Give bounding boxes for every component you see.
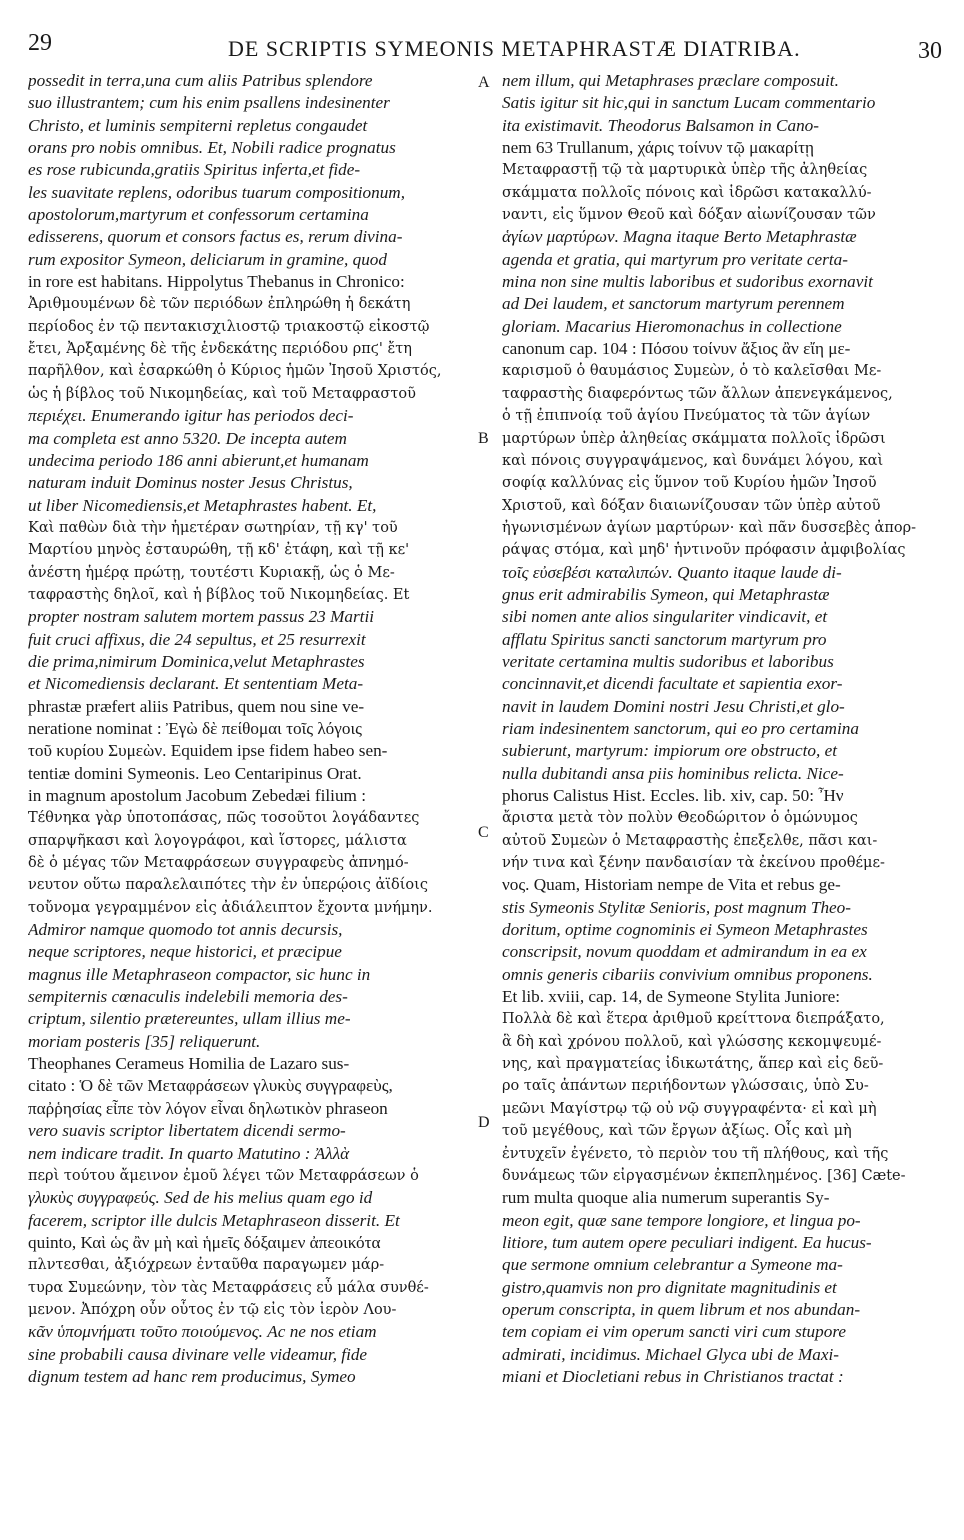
text-line: naturam induit Dominus noster Jesus Christus, <box>28 473 353 493</box>
text-line: περιέχει. Enumerando igitur has periodos deci- <box>28 406 354 426</box>
text-line: περίοδος ἐν τῷ πεντακισχιλιοστῷ τριακοστῷ εἰκοστῷ <box>28 318 430 335</box>
text-line: litiore, tum autem opere peculiari indigent. Ea hucus- <box>502 1232 872 1252</box>
text-line: dignum testem ad hanc rem producimus, Symeo <box>28 1366 356 1386</box>
text-line: rum multa quoque alia numerum superantis Sy- <box>502 1188 830 1208</box>
text-line: concinnavit,et dicendi facultate et sapientia exor- <box>502 674 843 694</box>
text-line: σκάμματα πολλοῖς πόνοις καὶ ἱδρῶσι κατακαλλύ- <box>502 184 872 201</box>
text-line: νης, καὶ πραγματείας ἰδικωτάτης, ἅπερ καὶ εἰς δεῦ- <box>502 1056 884 1073</box>
text-line: Πολλὰ δὲ καὶ ἕτερα ἀριθμοῦ κρείττονα διεπράξατο, <box>502 1011 885 1028</box>
text-line: Et lib. xviii, cap. 14, de Symeone Stylita Juniore: <box>502 987 840 1007</box>
text-line: gloriam. Macarius Hieromonachus in collectione <box>502 316 842 336</box>
text-line: tentiæ domini Symeonis. Leo Centaripinus Orat. <box>28 763 362 783</box>
text-line: Τέθνηκα γὰρ ὑποτοπάσας, πῶς τοσοῦτοι λογάδαντες <box>28 810 420 827</box>
text-line: τοὔνομα γεγραμμένον εἰς ἀδιάλειπτον ἔχοντα μνήμην. <box>28 899 433 916</box>
text-line: κᾶν ὑπομνήματι τοῦτο ποιούμενος. Ac ne nos etiam <box>28 1322 377 1342</box>
text-line: τυρα Συμεώνην, τὸν τὰς Μεταφράσεις εὖ μάλα συνθέ- <box>28 1279 429 1296</box>
text-line: mina non sine multis laboribus et sudoribus exornavit <box>502 272 873 292</box>
text-line: ἃ δὴ καὶ χρόνου πολλοῦ, καὶ γλώσσης κεκομψευμέ- <box>502 1033 882 1050</box>
text-line: ut liber Nicomediensis,et Metaphrastes habent. Et, <box>28 495 377 515</box>
text-line: nem indicare tradit. In quarto Matutino : Ἀλλὰ <box>28 1143 350 1163</box>
text-line: doritum, optime cognominis ei Symeon Metaphrastes <box>502 920 868 940</box>
text-line: πλντεσθαι, ἀξιόχρεων ἐνταῦθα παραγωμεν μάρ- <box>28 1257 385 1274</box>
right-column <box>502 70 937 1388</box>
text-line: apostolorum,martyrum et confessorum certamina <box>28 205 369 225</box>
margin-letter-d: D <box>478 1114 490 1131</box>
text-line: μενον. Ἀπόχρη οὖν οὗτος ἐν τῷ εἰς τὸν ἱερὸν Λου- <box>28 1301 397 1318</box>
text-line: Καὶ παθὼν διὰ τὴν ἡμετέραν σωτηρίαν, τῇ κγ' τοῦ <box>28 519 398 536</box>
text-line: ὁ τῇ ἐπιπνοίᾳ τοῦ ἁγίου Πνεύματος τὰ τῶν ἁγίων <box>502 408 871 425</box>
text-line: vero suavis scriptor libertatem dicendi sermo- <box>28 1121 346 1141</box>
text-line: que sermone omnium celebrantur a Symeone ma- <box>502 1255 843 1275</box>
text-line: moriam posteris [35] reliquerunt. <box>28 1031 261 1051</box>
text-line: ταφραστὴς διαφερόντως τῶν ἄλλων ἀπενεγκάμενος, <box>502 385 893 402</box>
text-line: orans pro nobis omnibus. Et, Nobili radice prognatus <box>28 138 396 158</box>
text-line: fuit cruci affixus, die 24 sepultus, et 25 resurrexit <box>28 629 366 649</box>
text-line: et Nicomediensis declarant. Et sententiam Meta- <box>28 674 364 694</box>
text-line: Μαρτίου μηνὸς ἐσταυρώθη, τῇ κδ' ἐτάφη, καὶ τῇ κε' <box>28 542 410 559</box>
text-line: gistro,quamvis non pro dignitate magnitudinis et <box>502 1277 837 1297</box>
text-line: σπαρψῆκασι καὶ λογογράφοι, καὶ ἵστορες, μάλιστα <box>28 832 407 849</box>
text-line: μεῶνι Μαγίστρῳ τῷ οὐ νῷ συγγραφέντα· εἰ καὶ μὴ <box>502 1100 877 1117</box>
text-line: sibi nomen ante alios singulariter vindicavit, et <box>502 607 828 627</box>
text-line: νευτον οὕτω παραλελαιπότες τὴν ἐν ὑπερῴοις ἀϊδίοις <box>28 877 428 894</box>
text-line: les suavitate replens, odoribus tuarum compositionum, <box>28 182 405 202</box>
left-column <box>28 70 463 1388</box>
text-line: Admiror namque quomodo tot annis decursis, <box>28 920 343 940</box>
text-line: ὡς ἡ βίβλος τοῦ Νικομηδείας, καὶ τοῦ Μεταφραστοῦ <box>28 385 416 402</box>
text-line: τοῦ κυρίου Συμεὼν. Equidem ipse fidem habeo sen- <box>28 741 388 761</box>
page-header <box>28 30 942 64</box>
text-line: suo illustrantem; cum his enim psallens indesinenter <box>28 93 390 113</box>
text-line: αὐτοῦ Συμεὼν ὁ Μεταφραστὴς ἐπεξελθε, πᾶσι και- <box>502 832 878 849</box>
text-line: meon egit, quæ sane tempore longiore, et lingua po- <box>502 1210 861 1230</box>
text-line: ναντι, εἰς ὕμνον Θεοῦ καὶ δόξαν αἰωνίζουσαν τῶν <box>502 207 876 224</box>
text-line: καρισμοῦ ὁ θαυμάσιος Συμεὼν, ὁ τὸ καλεῖσθαι Με- <box>502 363 882 380</box>
text-line: παρῆλθον, καὶ ἐσαρκώθη ὁ Κύριος ἡμῶν Ἰησοῦ Χριστός, <box>28 363 442 380</box>
text-line: μαρτύρων ὑπὲρ ἀληθείας σκάμματα πολλοῖς ἱδρῶσι <box>502 430 886 447</box>
text-line: neque scriptores, neque historici, et præcipue <box>28 942 342 962</box>
text-line: Μεταφραστῇ τῷ τὰ μαρτυρικὰ ὑπὲρ τῆς ἀληθείας <box>502 162 868 179</box>
text-line: operum conscripta, in quem librum et nos abundan- <box>502 1299 861 1319</box>
text-line: die prima,nimirum Dominica,velut Metaphrastes <box>28 651 365 671</box>
text-line: riam indesinentem sanctorum, qui eo pro certamina <box>502 718 859 738</box>
text-line: Christo, et luminis sempiterni repletus congaudet <box>28 115 368 135</box>
text-line: gnus erit admirabilis Symeon, qui Metaphrastæ <box>502 584 830 604</box>
text-line: Satis igitur sit hic,qui in sanctum Lucam commentario <box>502 93 876 113</box>
text-line: afflatu Spiritus sancti sanctorum martyrum pro <box>502 629 827 649</box>
text-line: rum expositor Symeon, deliciarum in gramine, quod <box>28 249 387 269</box>
page-number-left: 29 <box>28 30 52 56</box>
text-line: ρο ταῖς ἁπάντων περιήδοντων γλώσσαις, ὑπὸ Συ- <box>502 1078 869 1095</box>
text-line: propter nostram salutem mortem passus 23 Martii <box>28 607 374 627</box>
text-line: ράψας στόμα, καὶ μηδ' ἡντινοῦν πρόφασιν ἀμφιβολίας <box>502 542 906 559</box>
text-line: nem 63 Trullanum, χάρις τοίνυν τῷ μακαρίτῃ <box>502 138 814 158</box>
text-line: δὲ ὁ μέγας τῶν Μεταφράσεων συγγραφεὺς ἀπνημό- <box>28 855 409 872</box>
text-line: possedit in terra,una cum aliis Patribus splendore <box>28 71 373 90</box>
text-line: ἔτει, Ἀρξαμένης δὲ τῆς ἑνδεκάτης περιόδου ρπϛ' ἔτη <box>28 341 412 358</box>
text-line: ita existimavit. Theodorus Balsamon in Cano- <box>502 115 820 135</box>
margin-letter-c: C <box>478 824 489 841</box>
text-line: magnus ille Metaphraseon compactor, sic hunc in <box>28 964 371 984</box>
text-line: ma completa est anno 5320. De incepta autem <box>28 428 347 448</box>
text-line: νος. Quam, Historiam nempe de Vita et rebus ge- <box>502 875 841 895</box>
text-line: νήν τινα καὶ ξένην πανδαισίαν τὰ ἐκείνου προθέμε- <box>502 855 885 872</box>
text-line: παῤῥησίας εἶπε τὸν λόγον εἶναι δηλωτικὸν phraseon <box>28 1098 388 1118</box>
text-line: edisserens, quorum et consors factus es, rerum divina- <box>28 227 403 247</box>
text-line: agenda et gratia, qui martyrum pro veritate certa- <box>502 249 848 269</box>
text-line: Ἀριθμουμένων δὲ τῶν περιόδων ἐπληρώθη ἡ δεκάτη <box>28 296 411 313</box>
margin-letter-b: B <box>478 430 489 447</box>
text-line: in magnum apostolum Jacobum Zebedæi filium : <box>28 786 366 805</box>
text-line: criptum, silentio prætereuntes, ullam illius me- <box>28 1009 351 1029</box>
text-line: citato : Ὁ δὲ τῶν Μεταφράσεων γλυκὺς συγγραφεὺς, <box>28 1076 393 1096</box>
text-line: admirati, incidimus. Michael Glyca ubi de Maxi- <box>502 1344 839 1364</box>
text-line: es rose rubicunda,gratiis Spiritus inferta,et fide- <box>28 160 361 180</box>
text-line: sine probabili causa divinare velle videamur, fide <box>28 1344 368 1364</box>
text-line: tem copiam ei vim operum sancti viri cum stupore <box>502 1322 847 1342</box>
text-line: nulla dubitandi ansa piis hominibus relicta. Nice- <box>502 763 844 783</box>
text-line: δυνάμεως τῶν εἰργασμένων ἐκπεπλημένος. [36] Cæte- <box>502 1167 906 1184</box>
text-line: omnis generis cibariis convivium omnibus proponens. <box>502 964 873 984</box>
text-line: περὶ τούτου ἄμεινον ἐμοῦ λέγει τῶν Μεταφράσεων ὁ <box>28 1167 419 1184</box>
text-line: Theophanes Cerameus Homilia de Lazaro sus- <box>28 1054 350 1074</box>
text-line: veritate certamina multis sudoribus et laboribus <box>502 651 834 671</box>
text-line: phrastæ præfert aliis Patribus, quem nou sine ve- <box>28 696 365 716</box>
running-title: DE SCRIPTIS SYMEONIS METAPHRASTÆ DIATRIBA. <box>228 36 801 61</box>
text-line: γλυκὺς συγγραφεύς. Sed de his melius quam ego id <box>28 1188 373 1208</box>
text-line: τοῖς εὐσεβέσι καταλιπών. Quanto itaque laude di- <box>502 562 842 582</box>
text-line: σοφίᾳ καλλύνας εἰς ὕμνον τοῦ Κυρίου ἡμῶν Ἰησοῦ <box>502 475 877 492</box>
text-line: subierunt, martyrum: impiorum ore obstructo, et <box>502 741 837 761</box>
text-line: καὶ πόνοις συγγραψάμενος, καὶ δυνάμει λόγου, καὶ <box>502 452 884 469</box>
text-line: nem illum, qui Metaphrases præclare composuit. <box>502 71 839 90</box>
text-line: miani et Diocletiani rebus in Christianos tractat : <box>502 1366 844 1386</box>
text-line: navit in laudem Domini nostri Jesu Christi,et glo- <box>502 696 845 716</box>
text-line: ἠγωνισμένων ἁγίων μαρτύρων· καὶ πᾶν δυσσεβὲς ἀπορ- <box>502 519 917 536</box>
text-line: Χριστοῦ, καὶ δόξαν διαιωνίζουσαν τῶν ὑπὲρ αὐτοῦ <box>502 497 881 514</box>
text-line: stis Symeonis Stylitæ Senioris, post magnum Theo- <box>502 897 851 917</box>
page-number-right: 30 <box>918 38 942 64</box>
text-line: quinto, Καὶ ὡς ἂν μὴ καὶ ἡμεῖς δόξαιμεν ἀπεοικότα <box>28 1232 381 1252</box>
text-line: ἀνέστη ἡμέρᾳ πρώτῃ, τουτέστι Κυριακῇ, ὡς ὁ Με- <box>28 564 395 581</box>
text-line: ταφραστὴς δηλοῖ, καὶ ἡ βίβλος τοῦ Νικομηδείας. Et <box>28 586 410 603</box>
text-line: canonum cap. 104 : Πόσου τοίνυν ἄξιος ἂν εἴη με- <box>502 339 851 359</box>
text-line: phorus Calistus Hist. Eccles. lib. xiv, cap. 50: Ἦν <box>502 786 844 805</box>
text-line: ad Dei laudem, et sanctorum martyrum perennem <box>502 294 845 314</box>
text-line: conscripsit, novum quoddam et admirandum in ea ex <box>502 942 867 962</box>
text-line: ἄριστα μετὰ τὸν πολὺν Θεοδώριτον ὁ ὁμώνυμος <box>502 810 858 827</box>
text-line: ἐντυχεῖν ἐγένετο, τὸ περιὸν του τῆ πλήθους, καὶ τῆς <box>502 1145 889 1162</box>
margin-letter-a: A <box>478 74 490 91</box>
text-line: neratione nominat : Ἐγὼ δὲ πείθομαι τοῖς λόγοις <box>28 718 362 738</box>
text-line: in rore est habitans. Hippolytus Thebanus in Chronico: <box>28 272 405 292</box>
text-line: ἁγίων μαρτύρων. Magna itaque Berto Metaphrastæ <box>502 227 857 247</box>
text-line: sempiternis cœnaculis indelebili memoria des- <box>28 987 348 1007</box>
text-line: τοῦ μεγέθους, καὶ τῶν ἔργων ἀξίως. Οἷς καὶ μὴ <box>502 1123 852 1140</box>
text-line: facerem, scriptor ille dulcis Metaphraseon disserit. Et <box>28 1210 400 1230</box>
text-line: undecima periodo 186 anni abierunt,et humanam <box>28 450 369 470</box>
